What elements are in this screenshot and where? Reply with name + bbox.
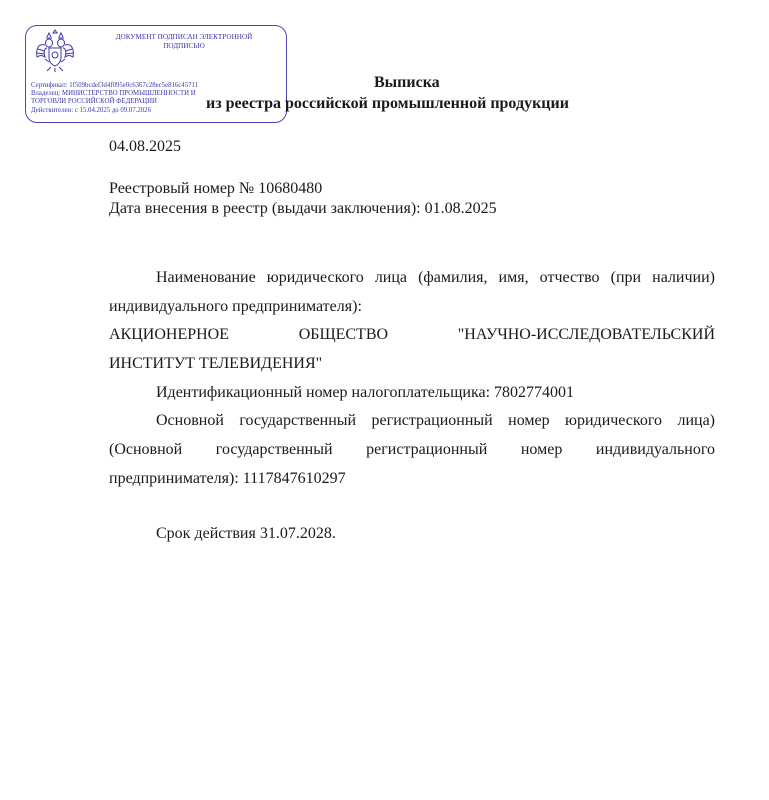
- company-name-line2: ИНСТИТУТ ТЕЛЕВИДЕНИЯ": [109, 355, 323, 372]
- stamp-owner-line1: Владелец: МИНИСТЕРСТВО ПРОМЫШЛЕННОСТИ И: [31, 90, 196, 98]
- stamp-heading: ДОКУМЕНТ ПОДПИСАН ЭЛЕКТРОННОЙ ПОДПИСЬЮ: [115, 33, 253, 50]
- stamp-validity: Действителен: с 15.04.2025 до 09.07.2026: [31, 106, 151, 114]
- company-name-line1: АКЦИОНЕРНОЕ ОБЩЕСТВО "НАУЧНО-ИССЛЕДОВАТЕЛЬСКИЙ: [109, 326, 715, 343]
- registry-number: Реестровый номер № 10680480: [109, 180, 323, 197]
- document-date: 04.08.2025: [109, 138, 181, 155]
- entity-name-label: Наименование юридического лица (фамилия, имя, отчество (при наличии) индивидуального предпринимателя):: [109, 269, 715, 315]
- state-registration-number: Основной государственный регистрационный номер юридического лица) (Основной государственный регистрационный номер индивидуального предпринимателя): 1117847610297: [109, 412, 715, 487]
- stamp-certificate: Сертификат: 1f509bcdef3d4f095e0c6367c28ec5e816c45711: [31, 82, 199, 89]
- document-title: Выписка: [374, 74, 440, 91]
- stamp-details: [31, 82, 198, 115]
- document-subtitle: из реестра российской промышленной продукции: [206, 95, 569, 112]
- registry-entry-date: Дата внесения в реестр (выдачи заключения): 01.08.2025: [109, 200, 497, 217]
- tax-id: Идентификационный номер налогоплательщика: 7802774001: [156, 384, 575, 401]
- validity-period: Срок действия 31.07.2028.: [156, 525, 336, 542]
- coat-of-arms-icon: [33, 29, 77, 73]
- stamp-owner-line2: ТОРГОВЛИ РОССИЙСКОЙ ФЕДЕРАЦИИ: [31, 98, 157, 106]
- company-name: [109, 320, 715, 378]
